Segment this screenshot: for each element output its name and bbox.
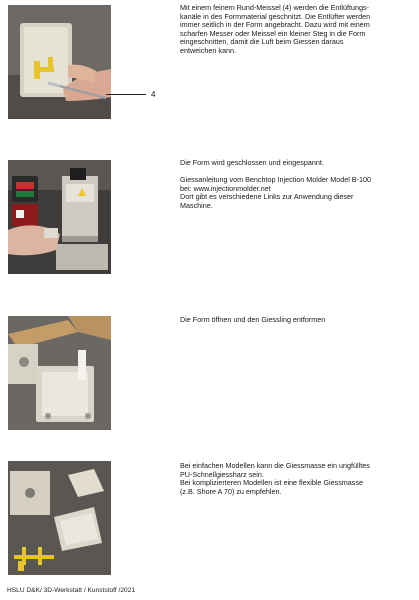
line: Bei komplizierteren Modellen ist eine flexible Giessmasse: [180, 478, 363, 488]
line: (z.B. Shore A 70) zu empfehlen.: [180, 486, 282, 496]
line: bei: www.injectionmolder.net: [180, 183, 271, 193]
text-block-4: [180, 462, 411, 496]
line: immer seitlich in der Form angebracht. Dazu wird mit einem: [180, 20, 370, 30]
line: kanäle in des Formmaterial geschnitzt. Die Entlüfter werden: [180, 11, 371, 21]
line: Giessanleitung vom Benchtop Injection Molder Model B-100: [180, 175, 371, 185]
text-block-3: [180, 316, 411, 325]
line: scharfen Messer oder Meissel ein kleiner Steg in die Form: [180, 28, 366, 38]
photo-carving-vents: [8, 5, 111, 119]
line: PU-Schnellgiessharz sein.: [180, 469, 264, 479]
photo-opened-mold: [8, 316, 111, 430]
line: Maschine.: [180, 200, 213, 210]
photo-injection-molder: [8, 160, 111, 274]
callout-number: 4: [151, 90, 156, 99]
text-block-1: [180, 4, 411, 56]
line: Bei einfachen Modellen kann die Giessmasse ein ungfülltes: [180, 461, 370, 470]
line: Die Form öffnen und den Giessling entformen: [180, 315, 326, 324]
line: entweichen kann.: [180, 45, 236, 55]
photo-cast-parts: [8, 461, 111, 575]
footer-credit: HSLU D&K/ 3D-Werkstatt / Kunststoff /2021: [7, 587, 136, 594]
line: Dort gibt es verschiedene Links zur Anwendung dieser: [180, 192, 354, 202]
callout-line: [106, 94, 146, 95]
line: eingeschnitten, damit die Luft beim Giessen daraus: [180, 37, 344, 47]
line: Mit einem feinem Rund-Meissel (4) werden die Entlüftungs-: [180, 3, 369, 12]
text-block-2: [180, 159, 411, 211]
line: Die Form wird geschlossen und eingespannt.: [180, 158, 324, 167]
